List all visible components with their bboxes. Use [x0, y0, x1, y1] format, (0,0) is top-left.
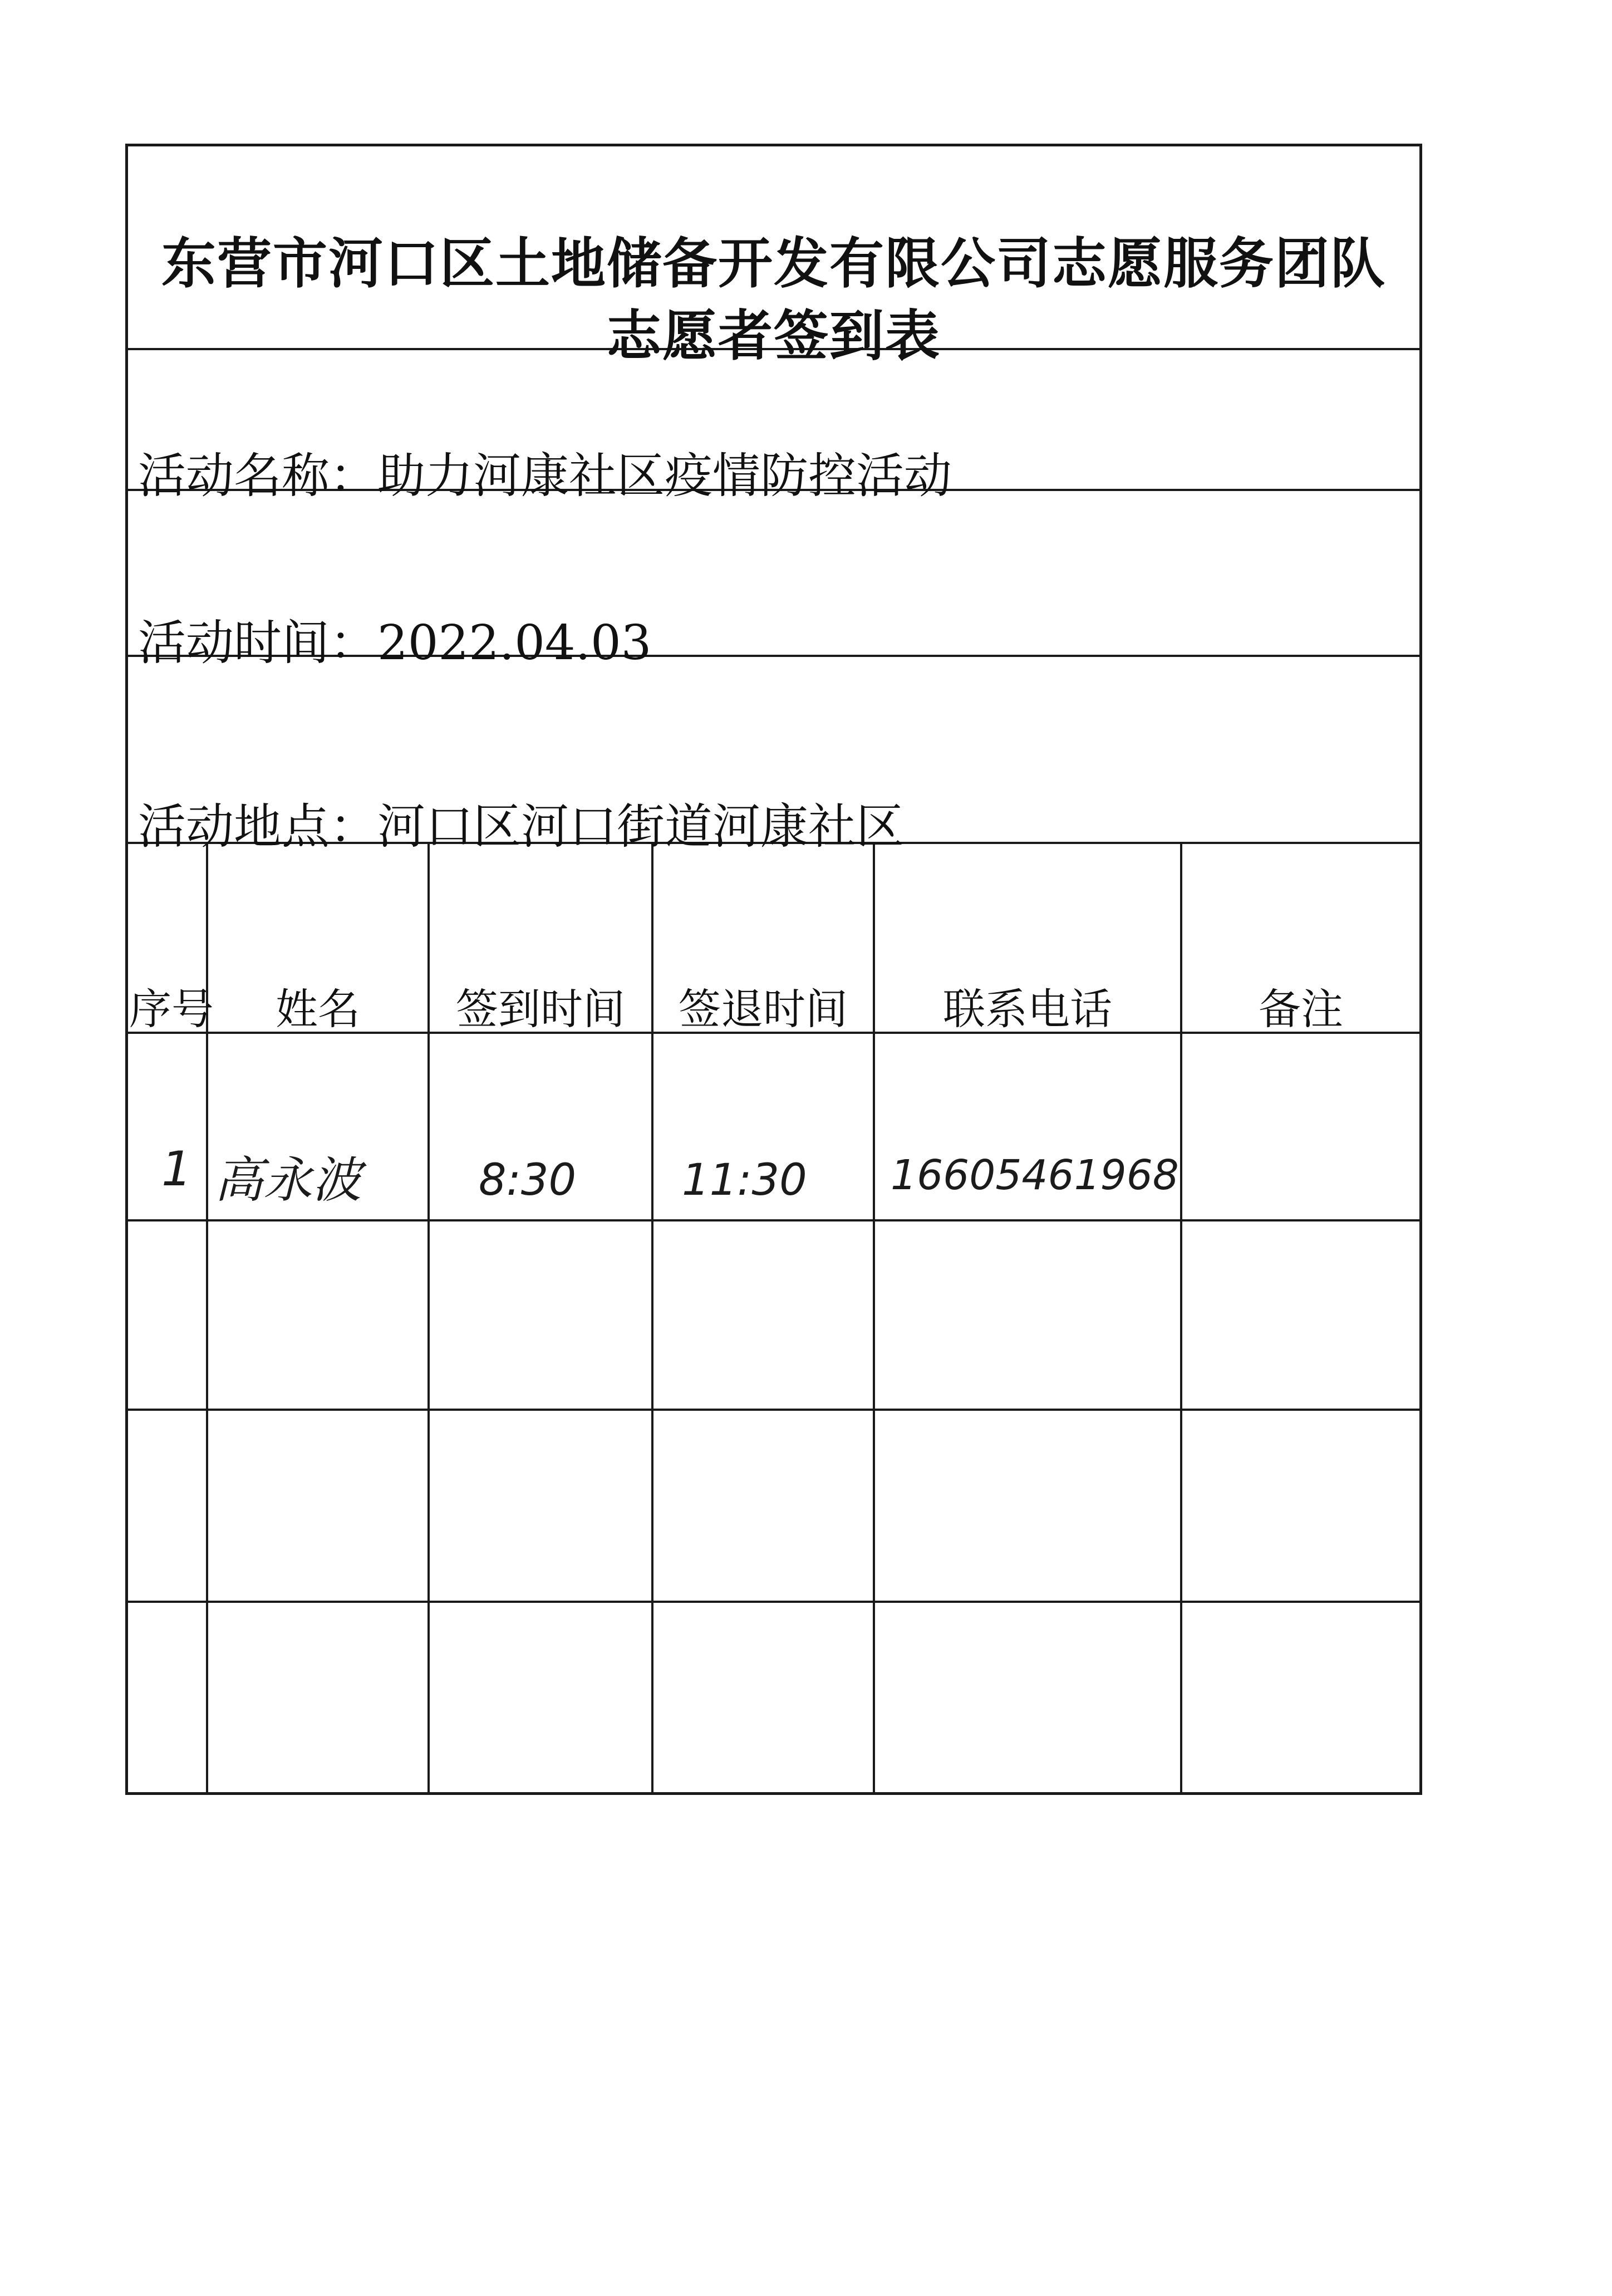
row-2-divider [128, 1409, 1419, 1411]
row-1-index: 1 [161, 1141, 192, 1197]
activity-time: 活动时间：2022.04.03 [138, 615, 652, 671]
header-name: 姓名 [276, 984, 360, 1034]
row-1-phone: 16605461968 [891, 1151, 1179, 1199]
row-1-check-out: 11:30 [682, 1155, 807, 1205]
row-1-divider [128, 1219, 1419, 1221]
header-remark: 备注 [1259, 984, 1343, 1034]
header-check-in: 签到时间 [456, 984, 625, 1034]
activity-place: 活动地点：河口区河口街道河康社区 [138, 799, 904, 855]
row-1-name-signature: 高永波 [214, 1151, 362, 1209]
header-index: 序号 [129, 984, 214, 1034]
activity-name: 活动名称：助力河康社区疫情防控活动 [138, 448, 952, 504]
table-frame [125, 144, 1422, 1795]
header-check-out: 签退时间 [679, 984, 848, 1034]
document-title: 东营市河口区土地储备开发有限公司志愿服务团队 [161, 232, 1386, 296]
document-subtitle: 志愿者签到表 [606, 305, 941, 368]
row-3-divider [128, 1601, 1419, 1603]
row-1-check-in: 8:30 [479, 1155, 577, 1205]
header-phone: 联系电话 [943, 984, 1112, 1034]
